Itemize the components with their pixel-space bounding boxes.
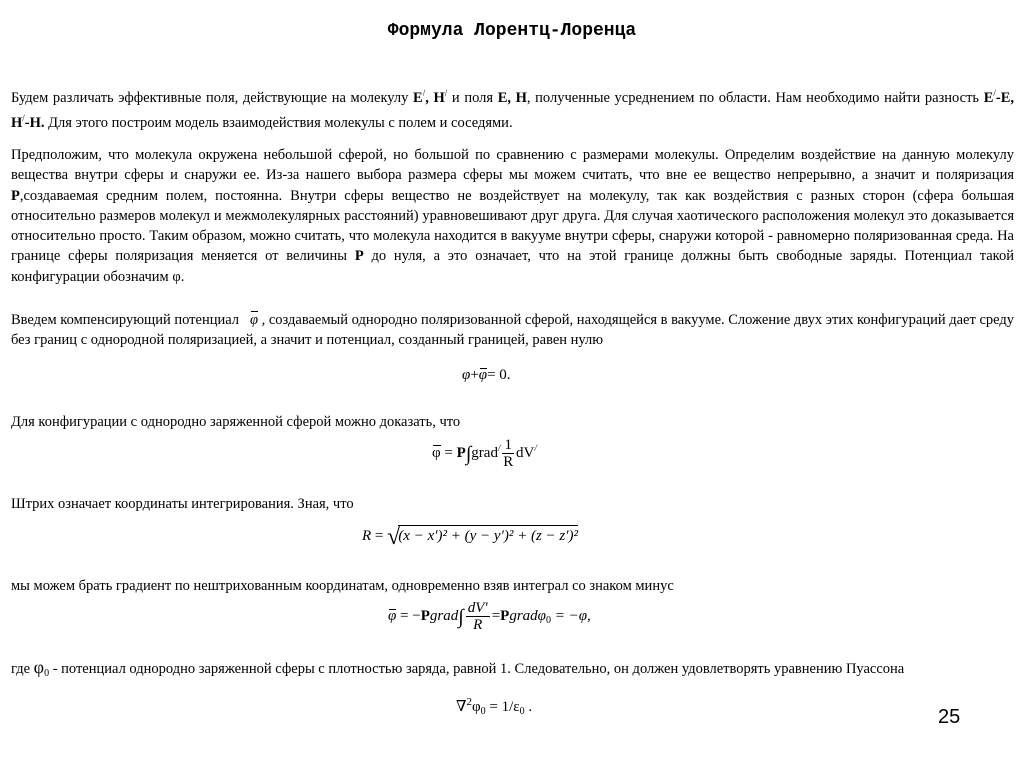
equation-sum-zero [462, 367, 511, 384]
phi-symbol: φ [471, 699, 481, 715]
operator: = [491, 607, 501, 624]
volume-element: dV [515, 444, 535, 461]
prime-mark: / [444, 88, 448, 98]
phi-bar-symbol: φ [388, 607, 397, 624]
phi-bar-symbol: φ [432, 444, 441, 461]
radicand: (x − x′)² + (y − y′)² + (z − z′)² [398, 525, 578, 545]
grad-operator: grad [509, 607, 538, 624]
text-bold: E [983, 90, 994, 106]
equation-distance [362, 524, 578, 551]
phi-bar-symbol: φ [478, 367, 488, 383]
operator: = [374, 528, 384, 544]
equation-integral-grad [432, 437, 537, 470]
radical-sign: √ [387, 524, 401, 550]
text: - потенциал однородно заряженной сферы с плотностью заряда, равной 1. Следовательно, он должен удовлетворять уравнению Пуассона [49, 661, 905, 677]
operator: = 1/ [489, 699, 514, 715]
integral-sign: ∫ [458, 605, 464, 628]
prime-mark: / [422, 88, 426, 98]
distance-symbol: R [362, 528, 372, 544]
subscript: 0 [480, 706, 486, 717]
paragraph-effective-fields [11, 83, 1014, 134]
operator: = [444, 444, 453, 461]
paragraph-charged-sphere: Для конфигурации с однородно заряженной сферой можно доказать, что [11, 414, 461, 430]
phi-symbol: φ [462, 367, 471, 383]
denominator: R [473, 617, 483, 633]
subscript: 0 [545, 614, 551, 626]
grad-operator: grad [471, 444, 498, 461]
operator: + [470, 367, 479, 383]
page-number: 25 [938, 706, 961, 728]
paragraph-poisson [11, 657, 1014, 684]
text-bold: , H [425, 90, 445, 106]
text: до нуля, а это означает, что на этой границе должны быть свободные заряды. Потенциал такой конфигурации обозначим φ. [11, 248, 1014, 285]
text: Для этого построим модель взаимодействия молекулы с полем и соседями. [44, 115, 513, 132]
prime-mark: / [497, 442, 501, 453]
text: Будем различать эффективные поля, действующие на молекулу [11, 90, 414, 106]
polarization-symbol: P [456, 444, 466, 461]
numerator: 1 [504, 437, 512, 453]
operator: . [528, 699, 533, 715]
operator: = − [400, 607, 421, 624]
nabla-symbol: ∇ [456, 699, 467, 715]
operator: = −φ, [554, 607, 591, 624]
text: где [11, 661, 34, 677]
text-bold: -H. [24, 115, 45, 132]
subscript: 0 [519, 706, 525, 717]
prime-mark: / [22, 113, 25, 124]
fraction [466, 600, 490, 633]
superscript: 2 [466, 696, 472, 708]
text: , создаваемый однородно поляризованной сферой, находящейся в вакууме. Сложение двух этих конфигураций дает среду без границ с однородной поляризацией, а значит и потенциал, созданный границей, равен нулю [11, 312, 1014, 349]
text-bold: E, H [497, 90, 527, 106]
text: Введем компенсирующий потенциал [11, 312, 243, 328]
paragraph-sphere-model [11, 145, 1014, 287]
operator: = 0. [487, 367, 511, 383]
polarization-symbol: P [500, 607, 510, 624]
text: , полученные усреднением по области. Нам необходимо найти разность [526, 90, 984, 106]
numerator: dV′ [467, 600, 488, 616]
integral-sign: ∫ [465, 442, 472, 465]
phi-symbol: φ [33, 657, 45, 677]
paragraph-prime-meaning: Штрих означает координаты интегрирования. Зная, что [11, 496, 354, 512]
fraction [502, 437, 514, 470]
polarization-symbol: P [420, 607, 430, 624]
paragraph-gradient-unprimed: мы можем брать градиент по нештрихованным координатам, одновременно взяв интеграл со знаком минус [11, 578, 674, 594]
prime-mark: / [534, 442, 537, 453]
square-root [387, 524, 578, 551]
equation-poisson [456, 696, 532, 717]
text: ,создаваемая средним полем, постоянна. Внутри сферы вещество не воздействует на молекулу, так как воздействия с разных сторон (сфера большая относительно размеров молекул и межмолекулярных расстояний) уравновешивают друг друга. Для случая хаотического расположения молекул это доказывается относительно просто. Таким образом, можно считать, что молекула находится в вакууме внутри сферы, снаружи которой - равномерно поляризованная среда. На границе сферы поляризация меняется от величины [11, 187, 1014, 265]
epsilon-symbol: ε [513, 699, 520, 715]
text-bold: -E, H [11, 90, 1014, 132]
text-bold: E [413, 90, 423, 106]
text: Предположим, что молекула окружена небольшой сферой, но большой по сравнению с размерами молекулы. Определим воздействие на данную молекулу вещества внутри сферы и снаружи ее. Из-за нашего выбора размера сферы мы можем считать, что вне ее вещество непрерывно, а значит и поляризация [11, 147, 1014, 184]
text: и поля [447, 90, 498, 106]
denominator: R [503, 454, 514, 470]
grad-operator: grad [429, 607, 459, 624]
prime-mark: / [993, 88, 996, 98]
paragraph-compensating-potential [11, 310, 1014, 351]
phi-bar-symbol: φ [250, 310, 258, 330]
subscript: 0 [44, 668, 50, 679]
phi-symbol: φ [537, 607, 546, 624]
equation-potential-phi0 [388, 600, 591, 633]
text-bold: P [11, 187, 20, 204]
slide-title: Формула Лорентц-Лоренца [387, 21, 637, 41]
text-bold: P [354, 248, 364, 265]
